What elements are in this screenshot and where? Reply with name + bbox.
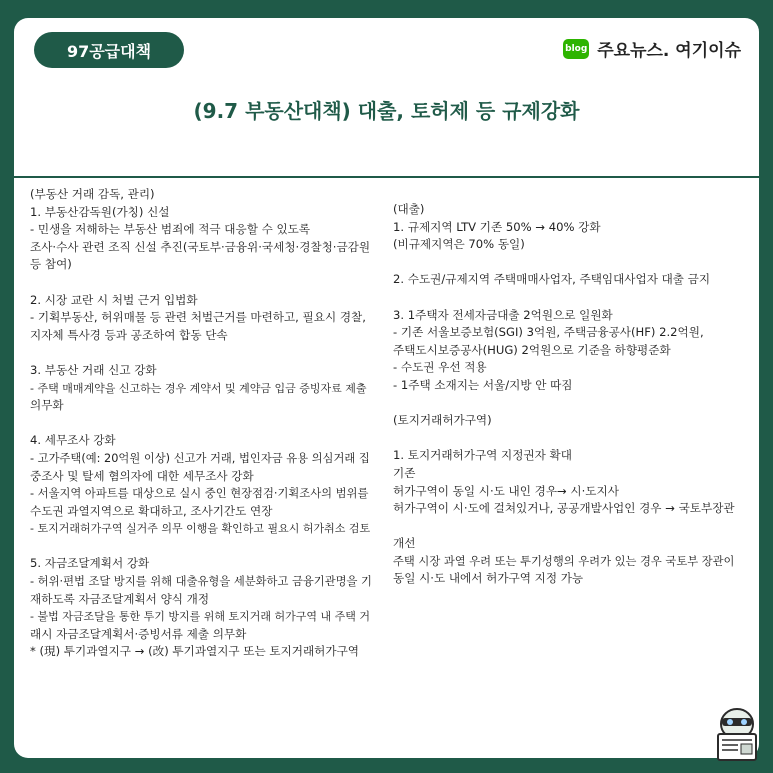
text-line xyxy=(393,395,741,413)
page-title: (9.7 부동산대책) 대출, 토허제 등 규제강화 xyxy=(193,99,580,123)
text-line: - 불법 자금조달을 통한 투기 방지를 위해 토지거래 허가구역 내 주택 거 xyxy=(30,610,370,624)
text-line: - 고가주택(예: 20억원 이상) 신고가 거래, 법인자금 유용 의심거래 집 xyxy=(30,451,370,465)
blog-brand xyxy=(563,36,741,61)
text-line xyxy=(393,254,741,272)
text-line: 중조사 및 탈세 혐의자에 대한 세무조사 강화 xyxy=(30,468,254,483)
text-line: 1. 토지거래허가구역 지정권자 확대 xyxy=(393,448,572,463)
text-line: - 토지거래허가구역 실거주 의무 이행을 확인하고 필요시 허가취소 검토 xyxy=(30,522,371,536)
text-line: (부동산 거래 감독, 관리) xyxy=(30,187,155,201)
text-line: (토지거래허가구역) xyxy=(393,413,492,428)
text-line: - 기존 서울보증보험(SGI) 3억원, 주택금융공사(HF) 2.2억원, xyxy=(393,325,704,340)
text-line: 3. 부동산 거래 신고 강화 xyxy=(30,362,157,377)
text-line: - 1주택 소재지는 서울/지방 안 따짐 xyxy=(393,377,573,392)
text-line: - 주택 매매계약을 신고하는 경우 계약서 및 계약금 입금 증빙자료 제출 xyxy=(30,381,367,395)
text-line: 조사·수사 관련 조직 신설 추진(국토부·금융위·국세청·경찰청·금감원 xyxy=(30,239,371,254)
text-line: 주택 시장 과열 우려 또는 투기성행의 우려가 있는 경우 국토부 장관이 xyxy=(393,554,735,568)
mascot-reading-newspaper-icon xyxy=(712,706,762,766)
text-line: 개선 xyxy=(393,536,416,551)
left-column xyxy=(30,186,375,661)
brand-name: 주요뉴스. 여기이슈 xyxy=(597,41,741,61)
text-line: (대출) xyxy=(393,202,425,216)
text-line xyxy=(30,538,375,556)
text-line: 주택도시보증공사(HUG) 2억원으로 기준을 하향평준화 xyxy=(393,342,671,357)
text-line: 지자체 특사경 등과 공조하여 합동 단속 xyxy=(30,327,228,342)
text-line xyxy=(393,518,741,536)
text-line: - 서울지역 아파트를 대상으로 실시 중인 현장점검·기획조사의 범위를 xyxy=(30,487,369,501)
text-line: 의무화 xyxy=(30,398,64,413)
text-line: 2. 시장 교란 시 처벌 근거 입법화 xyxy=(30,292,198,307)
text-line: 동일 시·도 내에서 허가구역 지정 가능 xyxy=(393,571,584,586)
text-line: 수도권 과열지역으로 확대하고, 조사기간도 연장 xyxy=(30,503,273,518)
text-line: 기존 xyxy=(393,465,416,480)
text-line: 1. 규제지역 LTV 기존 50% → 40% 강화 xyxy=(393,219,601,234)
text-line: 래시 자금조달계획서·증빙서류 제출 의무화 xyxy=(30,626,247,641)
text-line xyxy=(30,415,375,433)
text-line: 2. 수도권/규제지역 주택매매사업자, 주택임대사업자 대출 금지 xyxy=(393,272,711,287)
text-line: 등 참여) xyxy=(30,257,72,272)
blog-icon: blog xyxy=(563,39,589,59)
text-line: - 기획부동산, 허위매물 등 관련 처벌근거를 마련하고, 필요시 경찰, xyxy=(30,310,366,325)
text-line: * (現) 투기과열지구 → (改) 투기과열지구 또는 토지거래허가구역 xyxy=(30,644,359,659)
text-line: (비규제지역은 70% 동일) xyxy=(393,237,525,252)
text-line: 4. 세무조사 강화 xyxy=(30,433,116,448)
text-line: - 수도권 우선 적용 xyxy=(393,360,487,375)
text-line xyxy=(393,289,741,307)
text-line: 허가구역이 시·도에 걸쳐있거나, 공공개발사업인 경우 → 국토부장관 xyxy=(393,501,735,516)
text-line: - 허위·편법 조달 방지를 위해 대출유형을 세분화하고 금융기관명을 기 xyxy=(30,575,372,589)
text-line: 1. 부동산감독원(가칭) 신설 xyxy=(30,204,170,219)
text-line: 재하도록 자금조달계획서 양식 개정 xyxy=(30,591,210,606)
category-badge: 97공급대책 xyxy=(34,32,184,68)
title-divider xyxy=(14,176,759,178)
text-line xyxy=(30,344,375,362)
text-line: 5. 자금조달계획서 강화 xyxy=(30,556,150,571)
right-column xyxy=(393,201,741,588)
text-line xyxy=(30,274,375,292)
text-line xyxy=(393,430,741,448)
text-line: 허가구역이 동일 시·도 내인 경우→ 시·도지사 xyxy=(393,483,619,498)
text-line: 3. 1주택자 전세자금대출 2억원으로 일원화 xyxy=(393,307,613,322)
text-line: - 민생을 저해하는 부동산 범죄에 적극 대응할 수 있도록 xyxy=(30,222,311,237)
